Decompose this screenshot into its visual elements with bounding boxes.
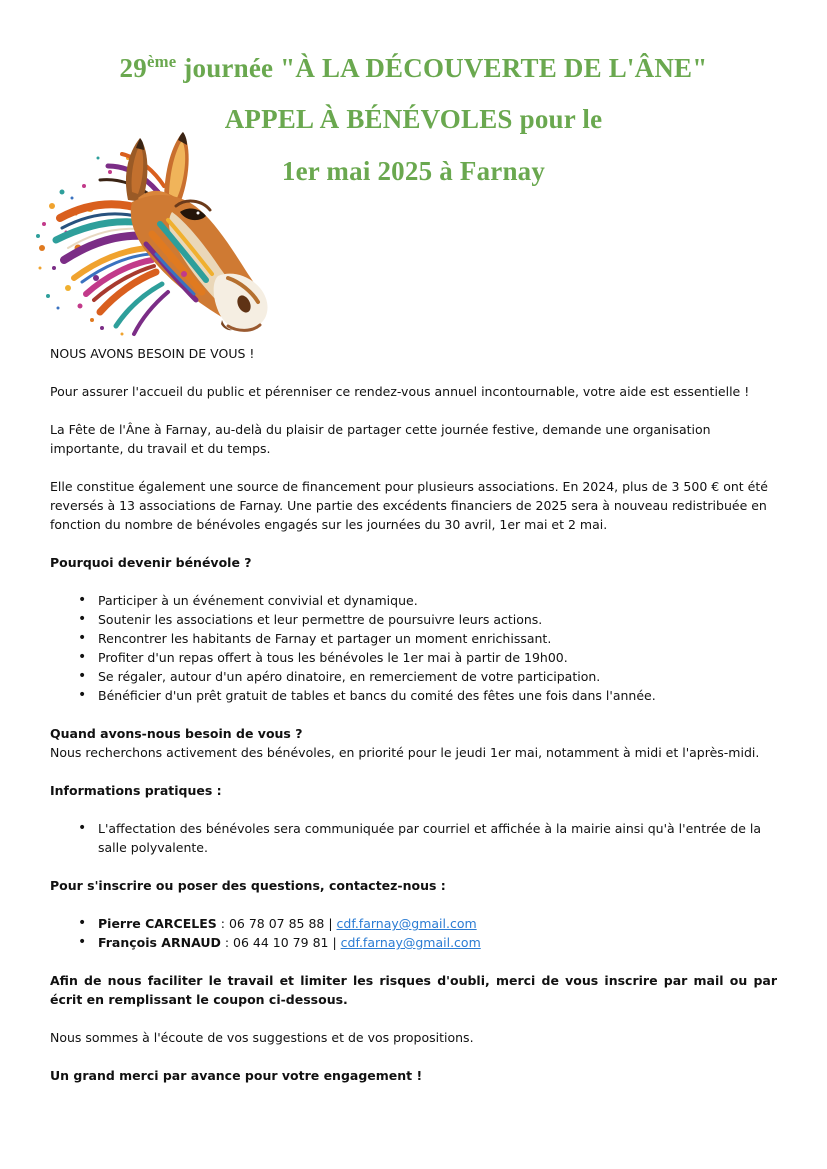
practical-info-heading: Informations pratiques : — [50, 783, 222, 798]
list-item: • Participer à un événement convivial et dynamique. — [98, 591, 777, 610]
list-item: • Soutenir les associations et leur permettre de poursuivre leurs actions. — [98, 610, 777, 629]
contact-phone: : 06 78 07 85 88 | — [216, 916, 337, 931]
page-title-line-2: APPEL À BÉNÉVOLES pour le — [224, 104, 603, 134]
list-item: • Bénéficier d'un prêt gratuit de tables et bancs du comité des fêtes une fois dans l'année. — [98, 686, 777, 705]
contact-email-link[interactable]: cdf.farnay@gmail.com — [340, 935, 481, 950]
page-title-line-3: 1er mai 2025 à Farnay — [281, 156, 546, 186]
closing-thanks: Un grand merci par avance pour votre engagement ! — [50, 1068, 423, 1083]
paragraph-financement: Elle constitue également une source de financement pour plusieurs associations. En 2024, plus de 3 500 € ont été reversés à 13 associations de Farnay. Une partie des excédents financiers de 2025 sera à nouveau redistribuée en fonction du nombre de bénévoles engagés sur les journées du 30 avril, 1er mai et 2 mai. — [50, 479, 768, 532]
donkey-illustration-icon — [32, 128, 312, 342]
why-volunteer-list — [50, 591, 777, 705]
why-volunteer-heading: Pourquoi devenir bénévole ? — [50, 555, 252, 570]
contact-row — [98, 914, 777, 933]
when-needed-heading: Quand avons-nous besoin de vous ? — [50, 726, 303, 741]
paragraph-fete-organisation: La Fête de l'Âne à Farnay, au-delà du plaisir de partager cette journée festive, demande une organisation importante, du travail et du temps. — [50, 422, 711, 456]
title-number: 29 — [119, 53, 147, 83]
contact-list — [50, 914, 777, 952]
contact-row — [98, 933, 777, 952]
paragraph-aide-essentielle: Pour assurer l'accueil du public et pérenniser ce rendez-vous annuel incontournable, votre aide est essentielle ! — [50, 384, 750, 399]
closing-suggestions: Nous sommes à l'écoute de vos suggestions et de vos propositions. — [50, 1030, 474, 1045]
contact-heading: Pour s'inscrire ou poser des questions, contactez-nous : — [50, 878, 446, 893]
title-ordinal-suffix: ème — [146, 52, 177, 71]
intro-heading: NOUS AVONS BESOIN DE VOUS ! — [50, 346, 255, 361]
contact-name: François ARNAUD — [98, 935, 221, 950]
title-line-1-text: journée "À LA DÉCOUVERTE DE L'ÂNE" — [176, 53, 708, 83]
list-item: • Se régaler, autour d'un apéro dinatoire, en remerciement de votre participation. — [98, 667, 777, 686]
list-item: • Rencontrer les habitants de Farnay et partager un moment enrichissant. — [98, 629, 777, 648]
page-title-line-1 — [0, 52, 827, 84]
practical-info-list — [50, 819, 777, 857]
contact-email-link[interactable]: cdf.farnay@gmail.com — [336, 916, 477, 931]
flyer-body — [50, 344, 777, 1104]
list-item: • L'affectation des bénévoles sera communiquée par courriel et affichée à la mairie ainsi qu'à l'entrée de la salle polyvalente. — [98, 819, 777, 857]
flyer-header — [0, 0, 827, 344]
contact-name: Pierre CARCELES — [98, 916, 217, 931]
list-item: • Profiter d'un repas offert à tous les bénévoles le 1er mai à partir de 19h00. — [98, 648, 777, 667]
closing-instruction: Afin de nous faciliter le travail et limiter les risques d'oubli, merci de vous inscrire par mail ou par écrit en remplissant le coupon ci-dessous. — [50, 973, 777, 1007]
when-needed-text: Nous recherchons activement des bénévoles, en priorité pour le jeudi 1er mai, notamment à midi et l'après-midi. — [50, 745, 760, 760]
contact-phone: : 06 44 10 79 81 | — [220, 935, 341, 950]
